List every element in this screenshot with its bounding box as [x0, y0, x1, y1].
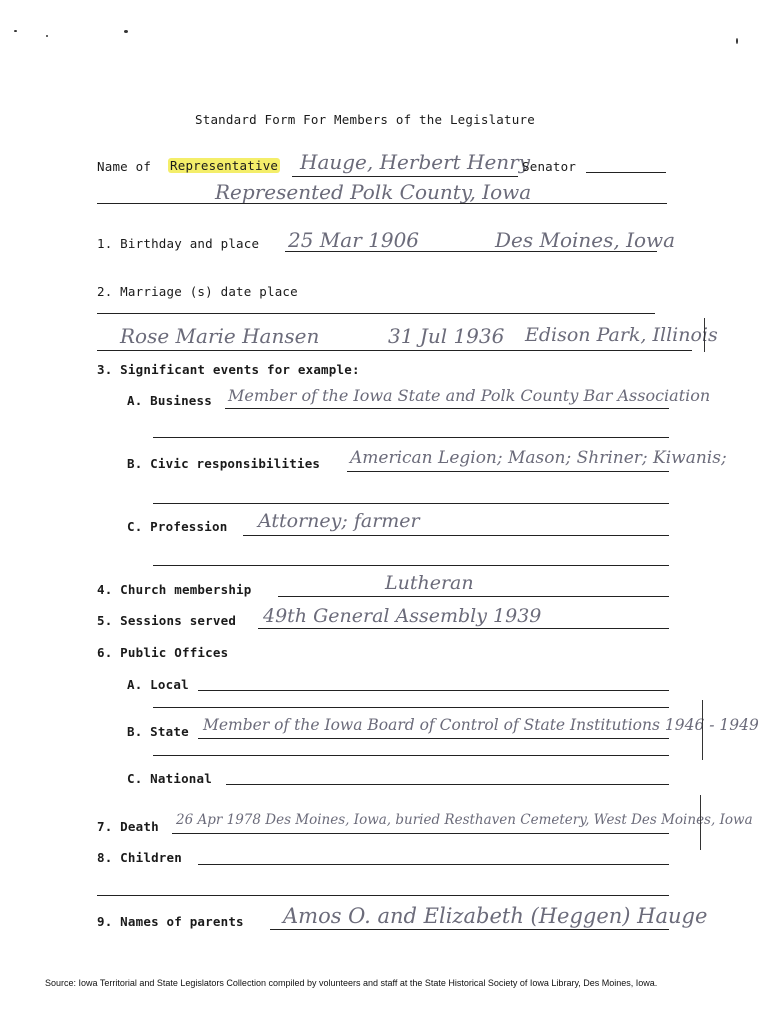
q9-value: Amos O. and Elizabeth (Heggen) Hauge	[283, 904, 708, 928]
q2-label: 2. Marriage (s) date place	[97, 284, 298, 299]
representative-label: Representative	[170, 158, 279, 173]
represented-rule	[97, 203, 667, 204]
name-value: Hauge, Herbert Henry	[300, 150, 531, 174]
senator-label: Senator	[522, 159, 577, 174]
q1-rule	[285, 251, 657, 252]
margin-mark	[700, 795, 701, 850]
q6a-rule	[198, 690, 669, 691]
q2-rule-top	[97, 313, 655, 314]
q3c-label: C. Profession	[127, 519, 228, 534]
q2-date: 31 Jul 1936	[388, 324, 505, 348]
q3a-value: Member of the Iowa State and Polk County Bar Association	[228, 386, 711, 405]
q1-date: 25 Mar 1906	[288, 228, 420, 252]
form-title: Standard Form For Members of the Legislature	[195, 112, 535, 127]
q6-label: 6. Public Offices	[97, 645, 229, 660]
q7-value: 26 Apr 1978 Des Moines, Iowa, buried Resthaven Cemetery, West Des Moines, Iowa	[176, 812, 753, 828]
q6b-rule	[198, 738, 669, 739]
q4-value: Lutheran	[385, 572, 474, 594]
q3b-rule-2	[153, 503, 669, 504]
name-label: Name of	[97, 159, 152, 174]
q6b-label: B. State	[127, 724, 189, 739]
q2-spouse: Rose Marie Hansen	[120, 324, 320, 348]
scan-speck	[124, 30, 128, 33]
q6c-rule	[226, 784, 669, 785]
q5-rule	[258, 628, 669, 629]
q3b-value: American Legion; Mason; Shriner; Kiwanis;	[350, 448, 727, 468]
q3b-label: B. Civic responsibilities	[127, 456, 321, 471]
name-rule	[292, 176, 518, 177]
margin-mark	[704, 318, 705, 352]
q6b-value: Member of the Iowa Board of Control of State Institutions 1946 - 1949	[203, 716, 759, 734]
q7-label: 7. Death	[97, 819, 159, 834]
q9-label: 9. Names of parents	[97, 914, 244, 929]
source-footer: Source: Iowa Territorial and State Legislators Collection compiled by volunteers and staff at the State Historical Society of Iowa Library, Des Moines, Iowa.	[45, 978, 658, 988]
scan-speck	[736, 38, 738, 44]
q9-rule	[270, 929, 669, 930]
represented-value: Represented Polk County, Iowa	[215, 180, 532, 204]
q3a-rule	[225, 408, 669, 409]
q3b-rule	[347, 471, 669, 472]
q5-value: 49th General Assembly 1939	[263, 605, 542, 627]
senator-rule	[586, 172, 666, 173]
q6c-label: C. National	[127, 771, 212, 786]
q3a-label: A. Business	[127, 393, 212, 408]
q8-label: 8. Children	[97, 850, 182, 865]
q3c-rule	[243, 535, 669, 536]
margin-mark	[702, 700, 703, 760]
q6a-label: A. Local	[127, 677, 189, 692]
q3c-value: Attorney; farmer	[258, 510, 420, 532]
q4-rule	[278, 596, 669, 597]
q7-rule	[172, 833, 669, 834]
q3-label: 3. Significant events for example:	[97, 362, 360, 377]
q6a-rule-2	[153, 707, 669, 708]
q2-rule	[97, 350, 692, 351]
q1-label: 1. Birthday and place	[97, 236, 260, 251]
q4-label: 4. Church membership	[97, 582, 252, 597]
q3c-rule-2	[153, 565, 669, 566]
q8-rule-2	[97, 895, 669, 896]
q1-place: Des Moines, Iowa	[495, 228, 676, 252]
q5-label: 5. Sessions served	[97, 613, 237, 628]
scan-speck	[46, 35, 48, 37]
q2-place: Edison Park, Illinois	[525, 324, 718, 346]
q3a-rule-2	[153, 437, 669, 438]
scan-speck	[14, 30, 17, 32]
q6b-rule-2	[153, 755, 669, 756]
q8-rule	[198, 864, 669, 865]
